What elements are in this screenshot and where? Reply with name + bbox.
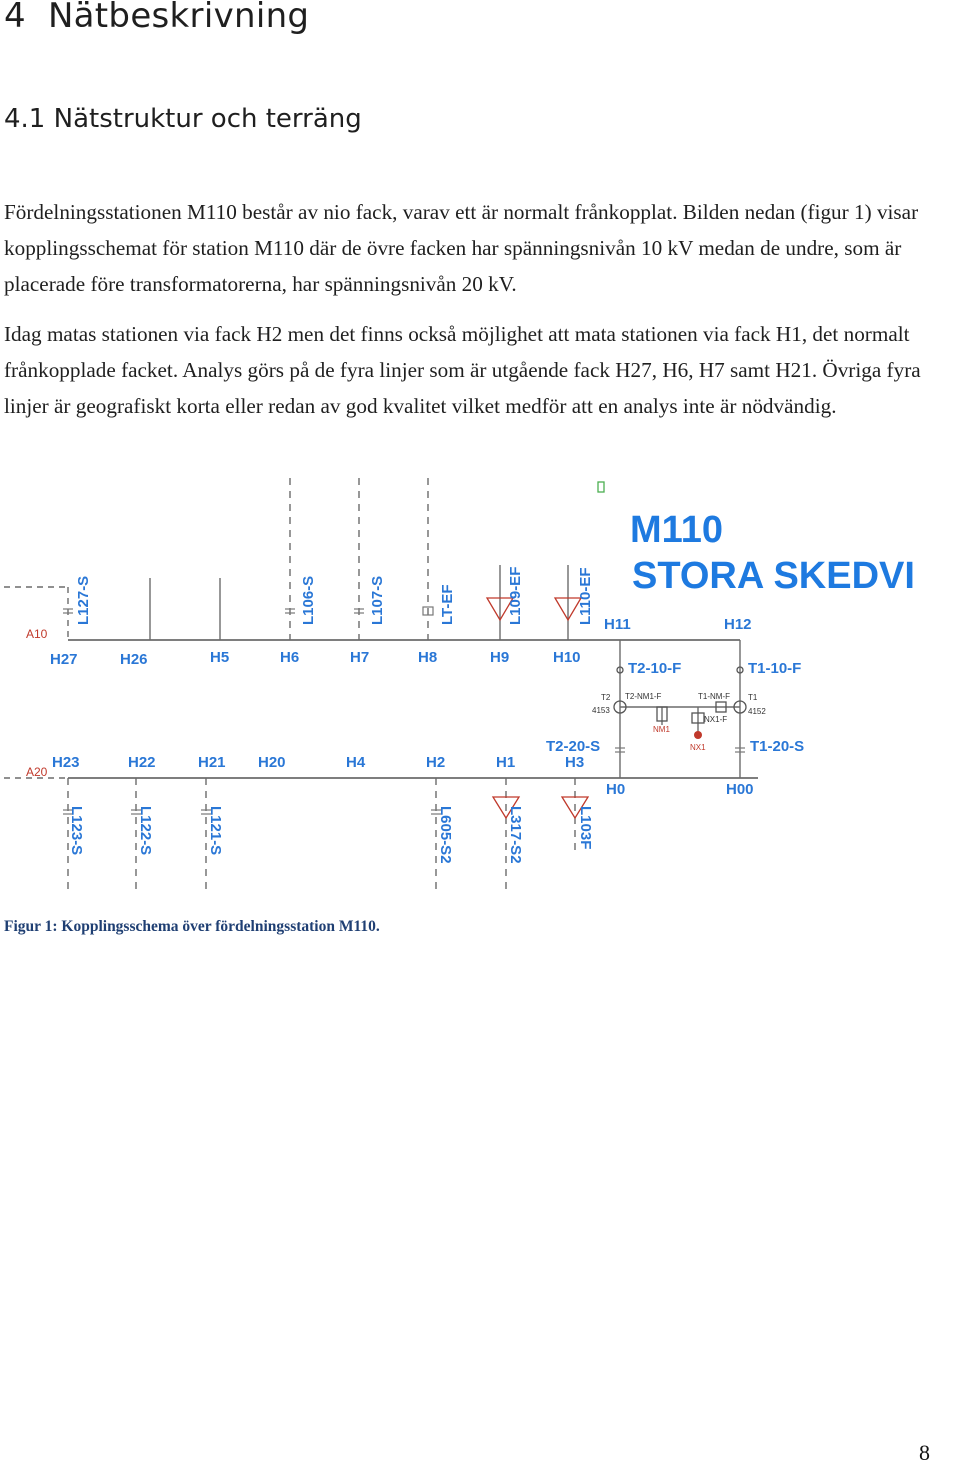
bay-h22: H22 bbox=[128, 754, 156, 771]
switching-diagram bbox=[0, 470, 960, 900]
bay-h12: H12 bbox=[724, 616, 752, 633]
section-title: Nätstruktur och terräng bbox=[53, 104, 362, 134]
bay-h4: H4 bbox=[346, 754, 366, 771]
bay-h6: H6 bbox=[280, 649, 300, 666]
bay-h00: H00 bbox=[726, 781, 754, 798]
neutral-nx1-f: NX1-F bbox=[704, 715, 728, 724]
bay-h11: H11 bbox=[604, 616, 631, 633]
bay-h26: H26 bbox=[120, 651, 148, 668]
bay-h7: H7 bbox=[350, 649, 370, 666]
bay-h9: H9 bbox=[490, 649, 510, 666]
chapter-heading bbox=[4, 0, 309, 36]
bay-h2: H2 bbox=[426, 754, 446, 771]
line-l605-s2: L605-S2 bbox=[437, 806, 454, 864]
line-l127-s: L127-S bbox=[75, 575, 92, 625]
line-l109-ef: L109-EF bbox=[507, 566, 524, 625]
section-number: 4.1 bbox=[4, 104, 46, 134]
line-l122-s: L122-S bbox=[137, 806, 154, 856]
transformer-t2-name: T2 bbox=[601, 693, 611, 702]
feed-t2-10-f: T2-10-F bbox=[628, 660, 682, 677]
line-l121-s: L121-S bbox=[207, 806, 224, 856]
neutral-t2-nm1-f: T2-NM1-F bbox=[625, 692, 662, 701]
bay-h27: H27 bbox=[50, 651, 78, 668]
bay-h3: H3 bbox=[565, 754, 585, 771]
transformer-t1-id: 4152 bbox=[748, 707, 766, 716]
neutral-nx1: NX1 bbox=[690, 743, 706, 752]
feed-t1-20-s: T1-20-S bbox=[750, 738, 805, 755]
section-heading bbox=[4, 104, 362, 134]
bay-h8: H8 bbox=[418, 649, 438, 666]
neutral-nm1: NM1 bbox=[653, 725, 670, 734]
body-paragraph-1: Fördelningsstationen M110 består av nio fack, varav ett är normalt frånkopplat. Bilden nedan (figur 1) visar kopplingsschemat för station M110 där de övre facken har spänningsnivån 10 kV medan de undre, som är placerade före transformatorerna, har spänningsnivån 20 kV. bbox=[4, 200, 919, 296]
line-l106-s: L106-S bbox=[300, 575, 317, 625]
line-l110-ef: L110-EF bbox=[577, 567, 594, 625]
bus-a20-label: A20 bbox=[26, 765, 48, 779]
chapter-title: Nätbeskrivning bbox=[47, 0, 310, 36]
figure-caption: Figur 1: Kopplingsschema över fördelningsstation M110. bbox=[4, 918, 380, 935]
transformer-t1-name: T1 bbox=[748, 693, 758, 702]
bay-h10: H10 bbox=[553, 649, 581, 666]
station-code: M110 bbox=[630, 509, 723, 551]
page-number: 8 bbox=[919, 1440, 930, 1465]
line-lt-ef: LT-EF bbox=[439, 584, 456, 625]
bay-h1: H1 bbox=[496, 754, 516, 771]
line-l107-s: L107-S bbox=[369, 575, 386, 625]
bus-a10-label: A10 bbox=[26, 627, 48, 641]
bay-h21: H21 bbox=[198, 754, 226, 771]
bay-h5: H5 bbox=[210, 649, 230, 666]
bay-h0: H0 bbox=[606, 781, 626, 798]
body-paragraph-2: Idag matas stationen via fack H2 men det finns också möjlighet att mata stationen via fack H1, det normalt frånkopplade facket. Analys görs på de fyra linjer som är utgående fack H27, H6, H7 samt H21. Övriga fyra linjer är geografiskt korta eller redan av god kvalitet vilket medför att en analys inte är nödvändig. bbox=[4, 322, 921, 418]
line-l123-s: L123-S bbox=[68, 806, 85, 856]
line-l317-s2: L317-S2 bbox=[507, 806, 524, 864]
line-l103f: L103F bbox=[577, 806, 594, 850]
feed-t1-10-f: T1-10-F bbox=[748, 660, 802, 677]
bay-h20: H20 bbox=[258, 754, 286, 771]
transformer-t2-id: 4153 bbox=[592, 706, 610, 715]
feed-t2-20-s: T2-20-S bbox=[546, 738, 601, 755]
bay-h23: H23 bbox=[52, 754, 80, 771]
chapter-number: 4 bbox=[4, 0, 26, 36]
neutral-t1-nm-f: T1-NM-F bbox=[698, 692, 730, 701]
station-name: STORA SKEDVI bbox=[632, 555, 915, 597]
